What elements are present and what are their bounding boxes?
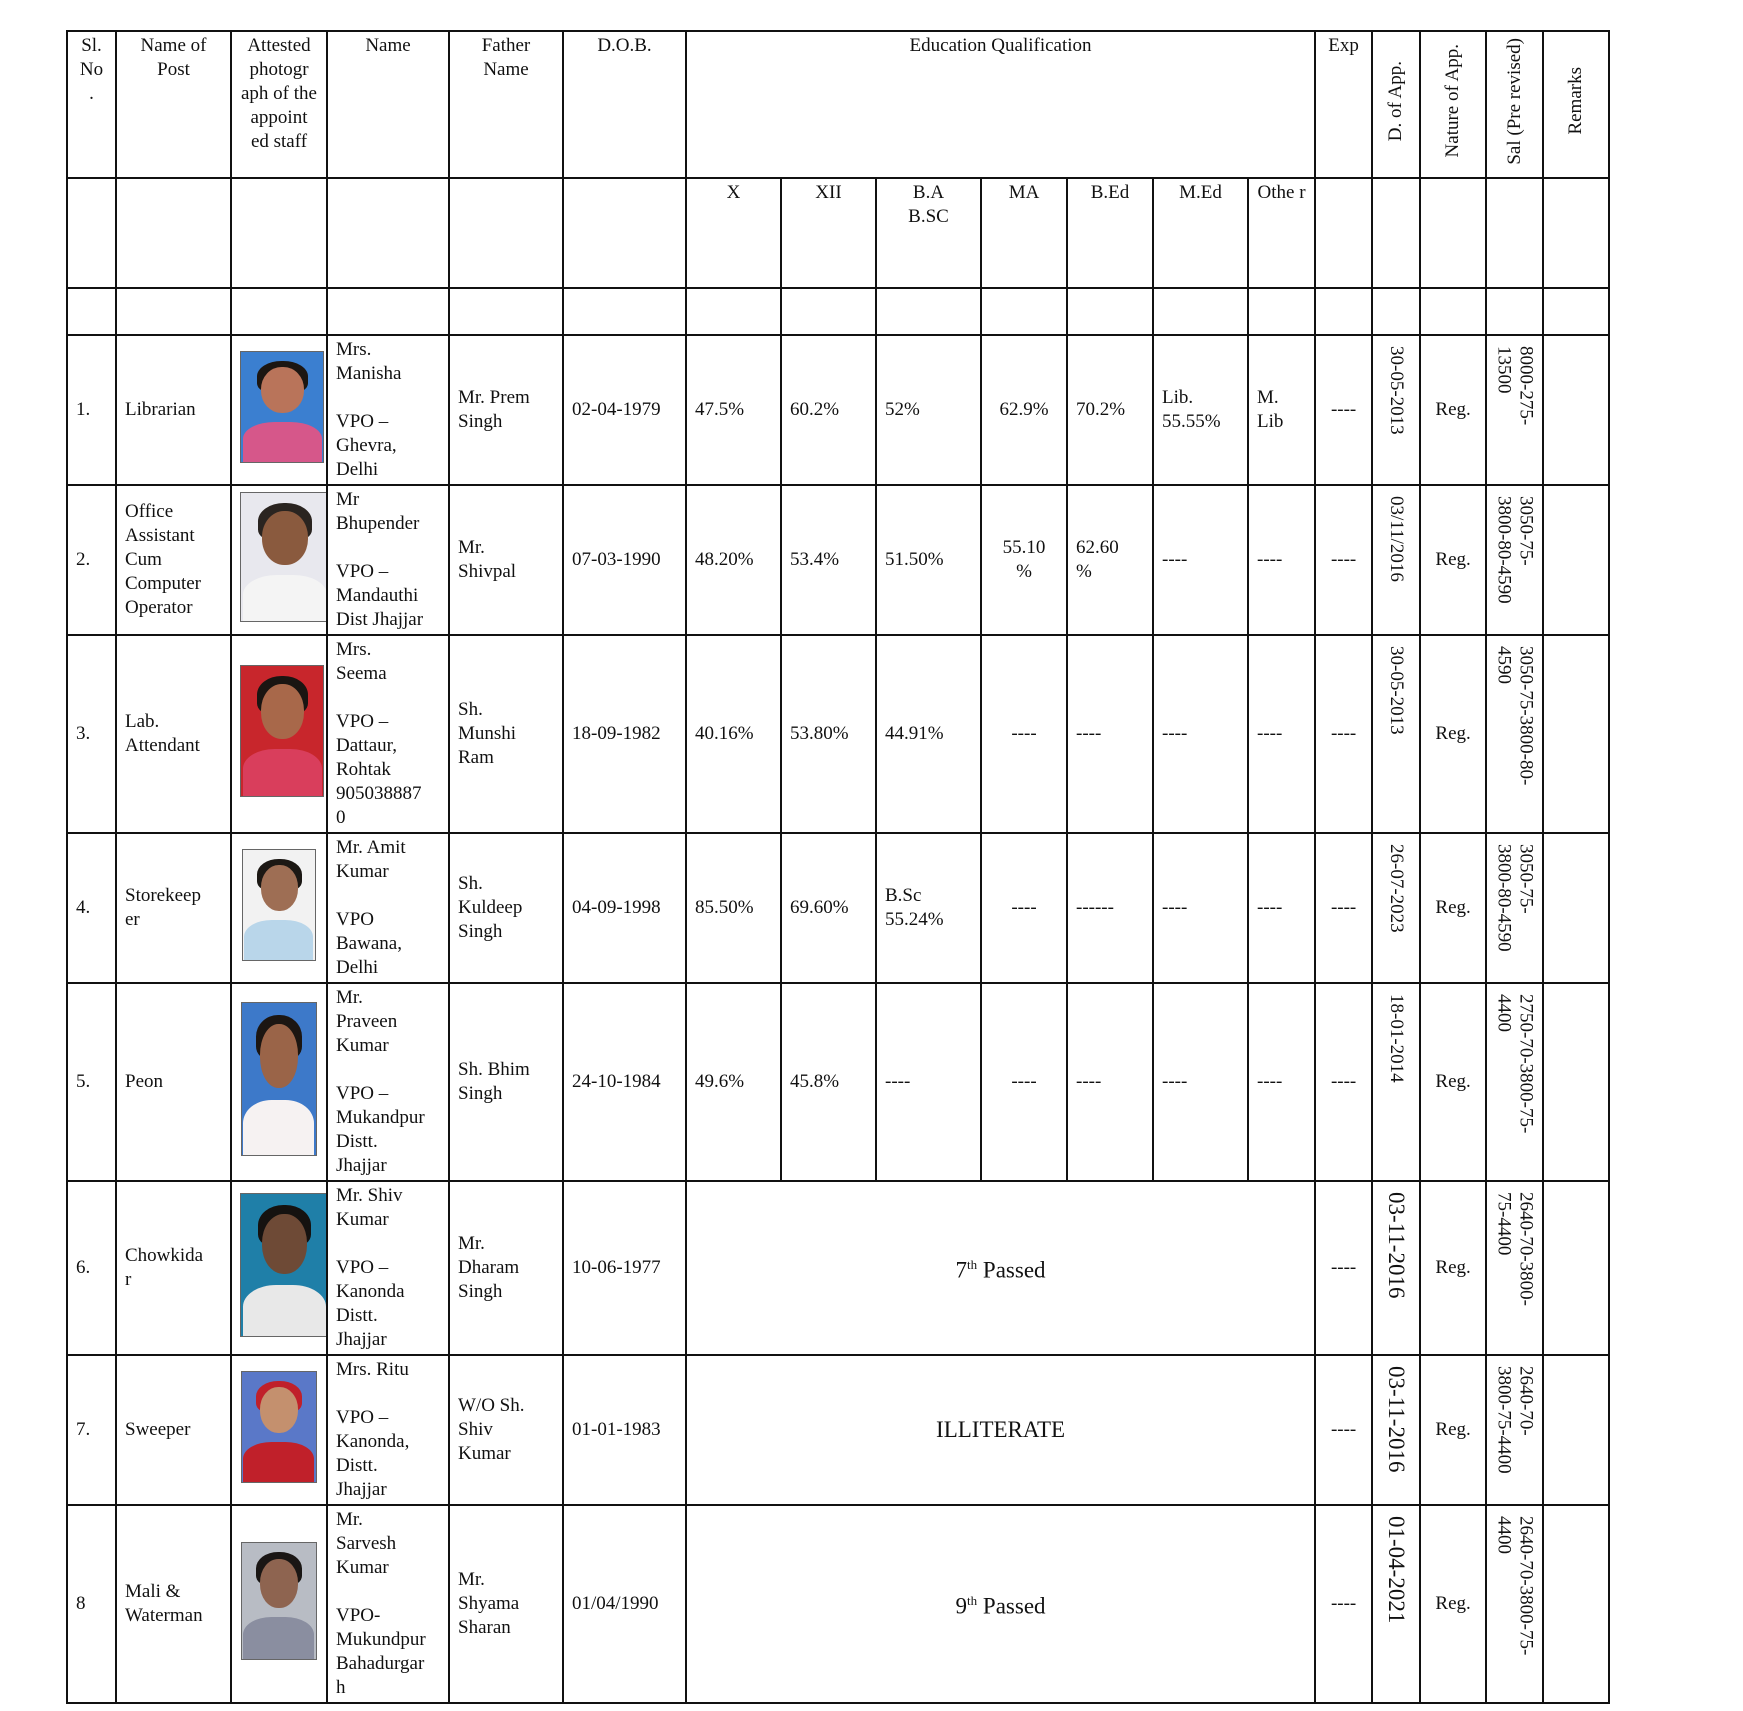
photo-face bbox=[262, 1214, 307, 1274]
photo-clothes bbox=[243, 1100, 314, 1156]
staff-photo-icon bbox=[241, 1371, 317, 1483]
post-name: Peon bbox=[116, 983, 231, 1181]
edu-ma: 55.10 % bbox=[981, 485, 1067, 635]
staff-row bbox=[67, 335, 1609, 485]
edu-x: 49.6% bbox=[686, 983, 781, 1181]
nature-of-appointment: Reg. bbox=[1420, 1505, 1486, 1703]
photo-face bbox=[262, 511, 308, 565]
edu-ba: 44.91% bbox=[876, 635, 981, 833]
edu-bed: 70.2% bbox=[1067, 335, 1153, 485]
father-name: Sh. Bhim Singh bbox=[449, 983, 563, 1181]
salary-cell bbox=[1486, 485, 1543, 635]
header-education: Education Qualification bbox=[686, 31, 1315, 178]
date-of-appointment-cell bbox=[1372, 1505, 1420, 1703]
header-dob: D.O.B. bbox=[563, 31, 686, 178]
header-photo: Attested photogr aph of the appoint ed staff bbox=[231, 31, 327, 178]
date-of-appointment-cell bbox=[1372, 635, 1420, 833]
photo-clothes bbox=[243, 749, 322, 797]
experience: ---- bbox=[1315, 635, 1372, 833]
header-date-app-cell bbox=[1372, 31, 1420, 178]
photo-cell bbox=[231, 1355, 327, 1505]
father-name: Mr. Dharam Singh bbox=[449, 1181, 563, 1355]
header-salary-cell bbox=[1486, 31, 1543, 178]
remarks bbox=[1543, 1355, 1609, 1505]
edu-xii: 53.80% bbox=[781, 635, 876, 833]
staff-photo-icon bbox=[240, 351, 324, 463]
remarks bbox=[1543, 485, 1609, 635]
staff-row bbox=[67, 635, 1609, 833]
staff-row bbox=[67, 983, 1609, 1181]
date-of-appointment: 03-11-2016 bbox=[1384, 1366, 1410, 1473]
date-of-appointment-cell bbox=[1372, 1181, 1420, 1355]
staff-name: Mrs. Ritu VPO – Kanonda, Distt. Jhajjar bbox=[327, 1355, 449, 1505]
edu-med: Lib. 55.55% bbox=[1153, 335, 1248, 485]
nature-of-appointment: Reg. bbox=[1420, 1355, 1486, 1505]
edu-med: ---- bbox=[1153, 635, 1248, 833]
edu-other: M. Lib bbox=[1248, 335, 1315, 485]
experience: ---- bbox=[1315, 335, 1372, 485]
edu-ba: 51.50% bbox=[876, 485, 981, 635]
date-of-appointment: 01-04-2021 bbox=[1384, 1516, 1410, 1624]
date-of-appointment: 26-07-2023 bbox=[1386, 844, 1408, 933]
photo-cell bbox=[231, 335, 327, 485]
edu-ma: ---- bbox=[981, 983, 1067, 1181]
experience: ---- bbox=[1315, 1355, 1372, 1505]
remarks bbox=[1543, 335, 1609, 485]
staff-photo-icon bbox=[241, 1542, 317, 1660]
serial-number: 8 bbox=[67, 1505, 116, 1703]
photo-cell bbox=[231, 635, 327, 833]
serial-number: 6. bbox=[67, 1181, 116, 1355]
post-name: Office Assistant Cum Computer Operator bbox=[116, 485, 231, 635]
edu-merged bbox=[686, 1505, 1315, 1703]
edu-ba: ---- bbox=[876, 983, 981, 1181]
staff-row bbox=[67, 1181, 1609, 1355]
father-name: Sh. Kuldeep Singh bbox=[449, 833, 563, 983]
edu-x: 47.5% bbox=[686, 335, 781, 485]
photo-clothes bbox=[244, 920, 313, 961]
father-name: Mr. Shyama Sharan bbox=[449, 1505, 563, 1703]
header-name: Name bbox=[327, 31, 449, 178]
salary-scale: 2640-70-3800- 75-4400 bbox=[1493, 1192, 1537, 1306]
photo-clothes bbox=[243, 1285, 326, 1337]
experience: ---- bbox=[1315, 485, 1372, 635]
photo-face bbox=[260, 1387, 298, 1433]
salary-scale: 8000-275- 13500 bbox=[1493, 346, 1537, 426]
staff-photo-icon bbox=[240, 492, 327, 622]
blank-row bbox=[67, 288, 1609, 335]
staff-row bbox=[67, 1355, 1609, 1505]
subheader-bed: B.Ed bbox=[1067, 178, 1153, 288]
subheader-x: X bbox=[686, 178, 781, 288]
edu-class-suffix: th bbox=[967, 1257, 978, 1273]
post-name: Storekeep er bbox=[116, 833, 231, 983]
staff-photo-icon bbox=[241, 1002, 317, 1156]
edu-class-number: 9 bbox=[955, 1593, 968, 1619]
edu-xii: 45.8% bbox=[781, 983, 876, 1181]
salary-scale: 2750-70-3800-75- 4400 bbox=[1493, 994, 1537, 1134]
edu-merged: ILLITERATE bbox=[686, 1355, 1315, 1505]
salary-cell bbox=[1486, 1505, 1543, 1703]
edu-ma: 62.9% bbox=[981, 335, 1067, 485]
photo-face bbox=[261, 865, 298, 911]
photo-clothes bbox=[243, 422, 322, 463]
date-of-birth: 01-01-1983 bbox=[563, 1355, 686, 1505]
date-of-appointment: 03-11-2016 bbox=[1384, 1192, 1410, 1299]
header-salary: Sal (Pre revised) bbox=[1503, 37, 1525, 165]
photo-clothes bbox=[243, 1617, 314, 1660]
header-father: Father Name bbox=[449, 31, 563, 178]
header-post: Name of Post bbox=[116, 31, 231, 178]
post-name: Librarian bbox=[116, 335, 231, 485]
date-of-appointment-cell bbox=[1372, 335, 1420, 485]
staff-name: Mr. Sarvesh Kumar VPO- Mukundpur Bahadurgar h bbox=[327, 1505, 449, 1703]
date-of-appointment: 30-05-2013 bbox=[1386, 346, 1408, 435]
edu-other: ---- bbox=[1248, 833, 1315, 983]
date-of-birth: 24-10-1984 bbox=[563, 983, 686, 1181]
photo-cell bbox=[231, 485, 327, 635]
edu-xii: 53.4% bbox=[781, 485, 876, 635]
serial-number: 1. bbox=[67, 335, 116, 485]
nature-of-appointment: Reg. bbox=[1420, 485, 1486, 635]
subheader-ma: MA bbox=[981, 178, 1067, 288]
staff-name: Mrs. Manisha VPO – Ghevra, Delhi bbox=[327, 335, 449, 485]
photo-face bbox=[260, 1559, 298, 1608]
experience: ---- bbox=[1315, 983, 1372, 1181]
edu-med: ---- bbox=[1153, 485, 1248, 635]
date-of-appointment-cell bbox=[1372, 485, 1420, 635]
post-name: Chowkida r bbox=[116, 1181, 231, 1355]
subheader-ba: B.A B.SC bbox=[876, 178, 981, 288]
photo-clothes bbox=[243, 575, 327, 622]
edu-ma: ---- bbox=[981, 635, 1067, 833]
post-name: Lab. Attendant bbox=[116, 635, 231, 833]
experience: ---- bbox=[1315, 1505, 1372, 1703]
salary-cell bbox=[1486, 833, 1543, 983]
post-name: Mali & Waterman bbox=[116, 1505, 231, 1703]
edu-other: ---- bbox=[1248, 485, 1315, 635]
salary-cell bbox=[1486, 635, 1543, 833]
header-remarks-cell bbox=[1543, 31, 1609, 178]
header-nature: Nature of App. bbox=[1442, 44, 1464, 158]
serial-number: 4. bbox=[67, 833, 116, 983]
father-name: Mr. Prem Singh bbox=[449, 335, 563, 485]
staff-table bbox=[66, 30, 1610, 1704]
post-name: Sweeper bbox=[116, 1355, 231, 1505]
header-sl-no: Sl. No . bbox=[67, 31, 116, 178]
staff-row bbox=[67, 485, 1609, 635]
nature-of-appointment: Reg. bbox=[1420, 335, 1486, 485]
header-date-app: D. of App. bbox=[1385, 60, 1407, 142]
salary-cell bbox=[1486, 983, 1543, 1181]
staff-name: Mr Bhupender VPO – Mandauthi Dist Jhajjar bbox=[327, 485, 449, 635]
photo-face bbox=[261, 367, 304, 413]
date-of-birth: 10-06-1977 bbox=[563, 1181, 686, 1355]
salary-scale: 3050-75- 3800-80-4590 bbox=[1493, 844, 1537, 952]
serial-number: 3. bbox=[67, 635, 116, 833]
date-of-appointment: 30-05-2013 bbox=[1386, 646, 1408, 735]
salary-cell bbox=[1486, 335, 1543, 485]
remarks bbox=[1543, 1505, 1609, 1703]
staff-row bbox=[67, 833, 1609, 983]
edu-xii: 69.60% bbox=[781, 833, 876, 983]
salary-scale: 3050-75-3800-80- 4590 bbox=[1493, 646, 1537, 786]
edu-ba: 52% bbox=[876, 335, 981, 485]
edu-class-number: 7 bbox=[955, 1257, 968, 1283]
date-of-appointment-cell bbox=[1372, 833, 1420, 983]
edu-bed: ---- bbox=[1067, 635, 1153, 833]
photo-face bbox=[261, 684, 304, 739]
date-of-appointment-cell bbox=[1372, 983, 1420, 1181]
edu-med: ---- bbox=[1153, 983, 1248, 1181]
date-of-appointment-cell bbox=[1372, 1355, 1420, 1505]
staff-photo-icon bbox=[240, 665, 324, 797]
staff-name: Mr. Shiv Kumar VPO – Kanonda Distt. Jhajjar bbox=[327, 1181, 449, 1355]
edu-med: ---- bbox=[1153, 833, 1248, 983]
nature-of-appointment: Reg. bbox=[1420, 635, 1486, 833]
salary-scale: 2640-70-3800-75- 4400 bbox=[1493, 1516, 1537, 1656]
edu-passed-text: Passed bbox=[977, 1257, 1046, 1283]
nature-of-appointment: Reg. bbox=[1420, 983, 1486, 1181]
experience: ---- bbox=[1315, 833, 1372, 983]
edu-other: ---- bbox=[1248, 635, 1315, 833]
salary-cell bbox=[1486, 1181, 1543, 1355]
subheader-row bbox=[67, 178, 1609, 288]
date-of-birth: 02-04-1979 bbox=[563, 335, 686, 485]
date-of-birth: 07-03-1990 bbox=[563, 485, 686, 635]
serial-number: 5. bbox=[67, 983, 116, 1181]
remarks bbox=[1543, 1181, 1609, 1355]
remarks bbox=[1543, 983, 1609, 1181]
edu-xii: 60.2% bbox=[781, 335, 876, 485]
subheader-med: M.Ed bbox=[1153, 178, 1248, 288]
date-of-birth: 18-09-1982 bbox=[563, 635, 686, 833]
edu-x: 85.50% bbox=[686, 833, 781, 983]
header-nature-cell bbox=[1420, 31, 1486, 178]
date-of-birth: 01/04/1990 bbox=[563, 1505, 686, 1703]
serial-number: 7. bbox=[67, 1355, 116, 1505]
serial-number: 2. bbox=[67, 485, 116, 635]
photo-face bbox=[260, 1024, 298, 1088]
edu-ba: B.Sc 55.24% bbox=[876, 833, 981, 983]
remarks bbox=[1543, 635, 1609, 833]
father-name: Mr. Shivpal bbox=[449, 485, 563, 635]
photo-cell bbox=[231, 983, 327, 1181]
date-of-birth: 04-09-1998 bbox=[563, 833, 686, 983]
staff-name: Mr. Praveen Kumar VPO – Mukandpur Distt. Jhajjar bbox=[327, 983, 449, 1181]
header-exp: Exp bbox=[1315, 31, 1372, 178]
photo-cell bbox=[231, 1181, 327, 1355]
edu-merged bbox=[686, 1181, 1315, 1355]
edu-ma: ---- bbox=[981, 833, 1067, 983]
salary-scale: 2640-70- 3800-75-4400 bbox=[1493, 1366, 1537, 1474]
edu-bed: 62.60 % bbox=[1067, 485, 1153, 635]
salary-cell bbox=[1486, 1355, 1543, 1505]
date-of-appointment: 18-01-2014 bbox=[1386, 994, 1408, 1083]
salary-scale: 3050-75- 3800-80-4590 bbox=[1493, 496, 1537, 604]
photo-cell bbox=[231, 833, 327, 983]
subheader-other: Othe r bbox=[1248, 178, 1315, 288]
photo-cell bbox=[231, 1505, 327, 1703]
staff-row bbox=[67, 1505, 1609, 1703]
staff-photo-icon bbox=[240, 1193, 327, 1337]
father-name: W/O Sh. Shiv Kumar bbox=[449, 1355, 563, 1505]
edu-class-suffix: th bbox=[967, 1593, 978, 1609]
nature-of-appointment: Reg. bbox=[1420, 833, 1486, 983]
staff-name: Mrs. Seema VPO – Dattaur, Rohtak 905038887 0 bbox=[327, 635, 449, 833]
edu-other: ---- bbox=[1248, 983, 1315, 1181]
header-remarks: Remarks bbox=[1565, 67, 1587, 135]
remarks bbox=[1543, 833, 1609, 983]
edu-x: 48.20% bbox=[686, 485, 781, 635]
edu-bed: ---- bbox=[1067, 983, 1153, 1181]
nature-of-appointment: Reg. bbox=[1420, 1181, 1486, 1355]
photo-clothes bbox=[243, 1442, 314, 1483]
edu-x: 40.16% bbox=[686, 635, 781, 833]
staff-name: Mr. Amit Kumar VPO Bawana, Delhi bbox=[327, 833, 449, 983]
experience: ---- bbox=[1315, 1181, 1372, 1355]
father-name: Sh. Munshi Ram bbox=[449, 635, 563, 833]
date-of-appointment: 03/11/2016 bbox=[1386, 496, 1408, 582]
staff-photo-icon bbox=[242, 849, 316, 961]
subheader-xii: XII bbox=[781, 178, 876, 288]
header-row bbox=[67, 31, 1609, 178]
edu-bed: ------ bbox=[1067, 833, 1153, 983]
edu-passed-text: Passed bbox=[977, 1593, 1046, 1619]
